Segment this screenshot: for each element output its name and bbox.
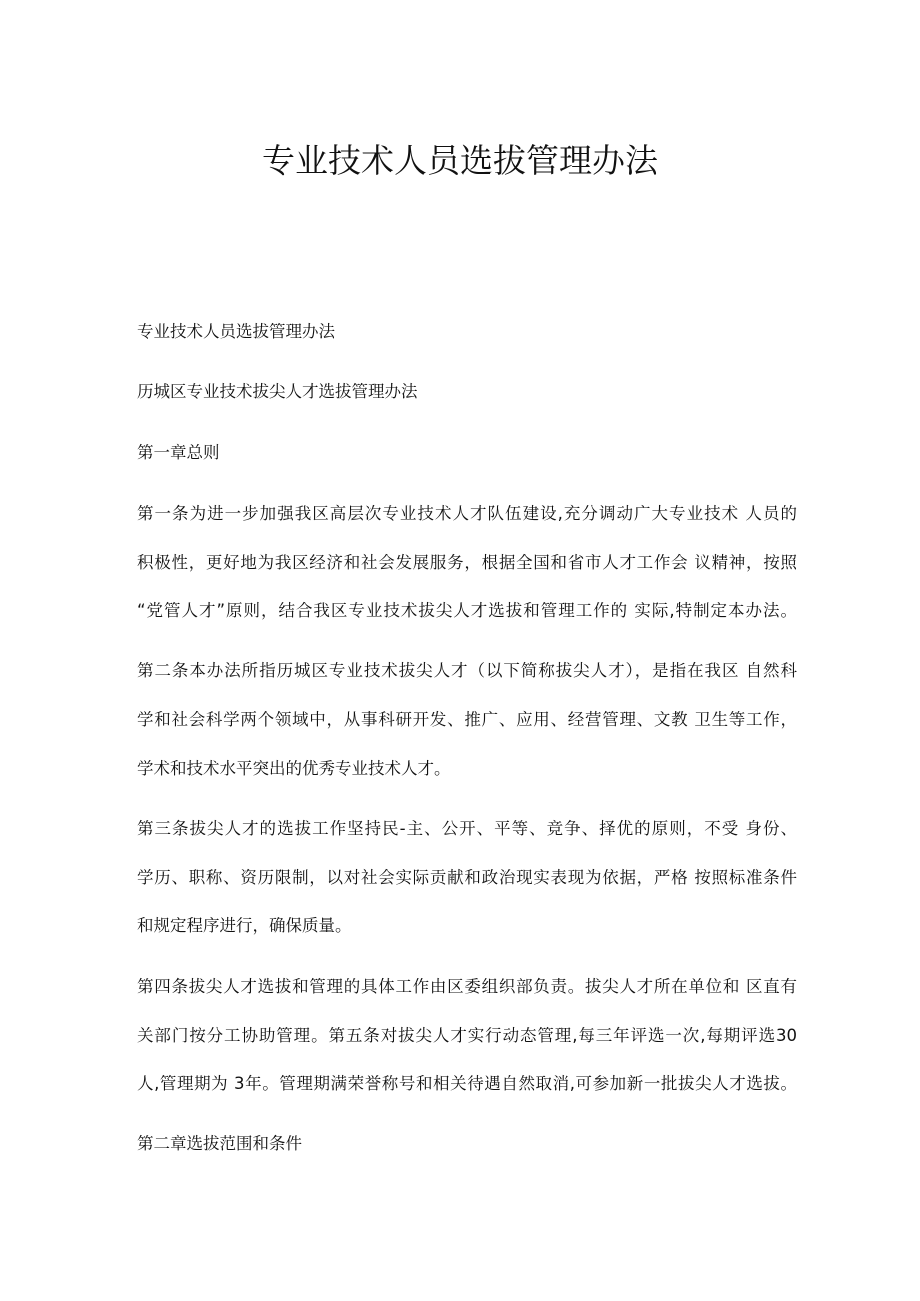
subtitle-district: 历城区专业技术拔尖人才选拔管理办法 [137, 382, 418, 401]
chapter-1-heading: 第一章总则 [137, 443, 220, 462]
article-2-line-1: 第二条本办法所指历城区专业技术拔尖人才（以下简称拔尖人才），是指在我区 自然科 [137, 661, 797, 680]
article-4-line-2: 关部门按分工协助管理。第五条对拔尖人才实行动态管理,每三年评选一次,每期评选30 [137, 1026, 797, 1045]
article-2-line-3: 学术和技术水平突出的优秀专业技术人才。 [137, 759, 451, 778]
article-1-line-1: 第一条为进一步加强我区高层次专业技术人才队伍建设,充分调动广大专业技术 人员的 [137, 504, 797, 523]
article-3-line-1: 第三条拔尖人才的选拔工作坚持民-主、公开、平等、竞争、择优的原则，不受 身份、 [137, 819, 797, 838]
article-4-line-1: 第四条拔尖人才选拔和管理的具体工作由区委组织部负责。拔尖人才所在单位和 区直有 [137, 977, 797, 996]
article-2-line-2: 学和社会科学两个领域中，从事科研开发、推广、应用、经营管理、文教 卫生等工作， [137, 710, 797, 729]
article-3-line-3: 和规定程序进行，确保质量。 [137, 916, 352, 935]
subtitle: 专业技术人员选拔管理办法 [137, 322, 335, 341]
document-title: 专业技术人员选拔管理办法 [262, 141, 658, 180]
article-1-line-3: “党管人才”原则，结合我区专业技术拔尖人才选拔和管理工作的 实际,特制定本办法。 [137, 601, 797, 620]
chapter-2-heading: 第二章选拔范围和条件 [137, 1134, 302, 1153]
article-4-line-3: 人,管理期为 3年。管理期满荣誉称号和相关待遇自然取消,可参加新一批拔尖人才选拔。 [137, 1074, 797, 1093]
article-1-line-2: 积极性，更好地为我区经济和社会发展服务，根据全国和省市人才工作会 议精神，按照 [137, 553, 797, 572]
article-3-line-2: 学历、职称、资历限制，以对社会实际贡献和政治现实表现为依据，严格 按照标准条件 [137, 868, 797, 887]
